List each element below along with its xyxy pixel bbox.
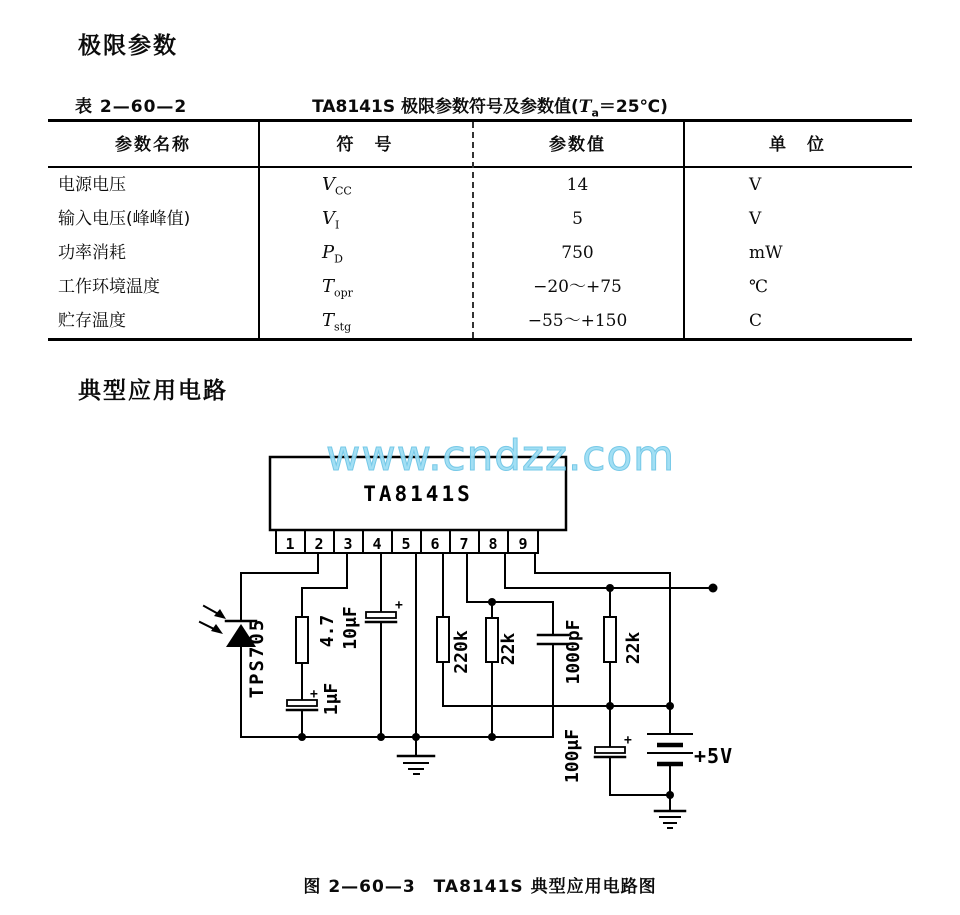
table-title-condition: ＝25℃): [598, 97, 668, 117]
photodiode-label: TPS705: [246, 617, 268, 699]
param-name: 输入电压(峰峰值): [58, 209, 191, 229]
table-title-text: TA8141S 极限参数符号及参数值(: [312, 97, 579, 117]
resistor-4-7-branch: [287, 553, 347, 737]
resistor-r3-label: 22k: [498, 632, 519, 666]
param-name: 贮存温度: [58, 311, 126, 331]
param-name: 工作环境温度: [58, 277, 160, 297]
resistor-symbol: [296, 617, 308, 663]
header-unit: 单 位: [769, 135, 826, 155]
resistor-symbol: [486, 618, 498, 662]
symbol-subscript: D: [334, 252, 343, 266]
ground-icon: [655, 795, 685, 828]
table-number-label: 表 2—60—2: [75, 97, 188, 117]
symbol-base: T: [322, 276, 335, 297]
ground-icon: [398, 756, 434, 774]
capacitor-c1-label: 1μF: [321, 682, 342, 716]
table-caption-row: [0, 92, 960, 120]
capacitor-1000pf: [538, 619, 584, 737]
temperature-symbol: T: [578, 97, 592, 117]
param-unit: C: [749, 311, 763, 331]
symbol-subscript: opr: [334, 286, 353, 300]
pin-1: 1: [285, 535, 295, 553]
ic-label: TA8141S: [363, 482, 473, 506]
param-value: 5: [572, 209, 583, 229]
pin9-supply-wire: [535, 553, 670, 706]
watermark: www.cndzz.com: [326, 431, 676, 480]
limit-parameters-table: [48, 119, 912, 341]
resistor-symbol: [604, 617, 616, 662]
capacitor-10uf-branch: [340, 553, 403, 737]
symbol-base: V: [322, 208, 335, 229]
table-row: [48, 168, 912, 202]
battery-5v: [648, 706, 733, 828]
param-unit: ℃: [749, 277, 769, 297]
pin-6: 6: [430, 535, 440, 553]
pin-4: 4: [372, 535, 382, 553]
param-symbol: [258, 304, 472, 344]
table-row: [48, 236, 912, 270]
column-divider: [258, 122, 260, 338]
symbol-base: T: [322, 310, 335, 331]
output-line-branch: [505, 553, 718, 706]
capacitor-plus-plate: [366, 612, 396, 618]
pin-3: 3: [343, 535, 353, 553]
resistor-22k-left-branch: [467, 553, 584, 737]
table-row: [48, 304, 912, 338]
param-value: 750: [561, 243, 594, 263]
param-value: −20～+75: [533, 277, 622, 297]
column-divider: [683, 122, 685, 338]
header-symbol: 符 号: [336, 135, 394, 155]
ic-pin-numbers: [285, 535, 527, 553]
symbol-base: P: [322, 242, 335, 263]
capacitor-100uf-branch: [562, 706, 670, 795]
param-unit: V: [749, 209, 762, 229]
symbol-subscript: stg: [334, 320, 352, 334]
table-title: [230, 92, 750, 119]
capacitor-c3-label: 1000pF: [563, 619, 584, 685]
pin-5: 5: [401, 535, 411, 553]
param-name: 电源电压: [58, 175, 126, 195]
temperature-symbol-subscript: a: [591, 106, 599, 120]
pin-7: 7: [459, 535, 469, 553]
header-parameter-name: 参数名称: [115, 135, 191, 155]
application-circuit-diagram: [180, 420, 780, 850]
polarity-plus-icon: +: [395, 598, 403, 613]
figure-caption: 图 2—60—3 TA8141S 典型应用电路图: [303, 877, 657, 897]
param-name: 功率消耗: [58, 243, 126, 263]
capacitor-c2-label: 10μF: [340, 606, 361, 650]
capacitor-c4-label: 100μF: [562, 728, 583, 784]
resistor-symbol: [437, 617, 449, 662]
param-value: 14: [566, 175, 589, 195]
output-terminal: [709, 584, 718, 593]
symbol-subscript: I: [335, 218, 340, 232]
table-row: [48, 202, 912, 236]
pin-8: 8: [488, 535, 498, 553]
table-row: [48, 270, 912, 304]
table-header-row: [48, 122, 912, 168]
polarity-plus-icon: +: [310, 687, 318, 702]
section-heading-typical-application: 典型应用电路: [78, 378, 228, 404]
header-value: 参数值: [549, 135, 606, 155]
param-value: −55～+150: [527, 311, 628, 331]
capacitor-plus-plate: [595, 747, 625, 753]
symbol-subscript: CC: [335, 184, 352, 198]
section-heading-limit-parameters: 极限参数: [78, 33, 178, 59]
pin-9: 9: [518, 535, 528, 553]
symbol-base: V: [322, 174, 335, 195]
polarity-plus-icon: +: [624, 733, 632, 748]
supply-voltage-label: +5V: [694, 744, 734, 768]
resistor-r2-label: 220k: [451, 630, 472, 674]
column-divider-dashed: [472, 122, 474, 338]
resistor-r4-label: 22k: [623, 631, 644, 665]
param-unit: mW: [749, 243, 783, 263]
pin-2: 2: [314, 535, 324, 553]
resistor-r1-label: 4.7: [317, 614, 338, 648]
ic-ta8141s: [270, 457, 566, 553]
param-unit: V: [749, 175, 762, 195]
light-arrows-icon: [200, 606, 226, 634]
